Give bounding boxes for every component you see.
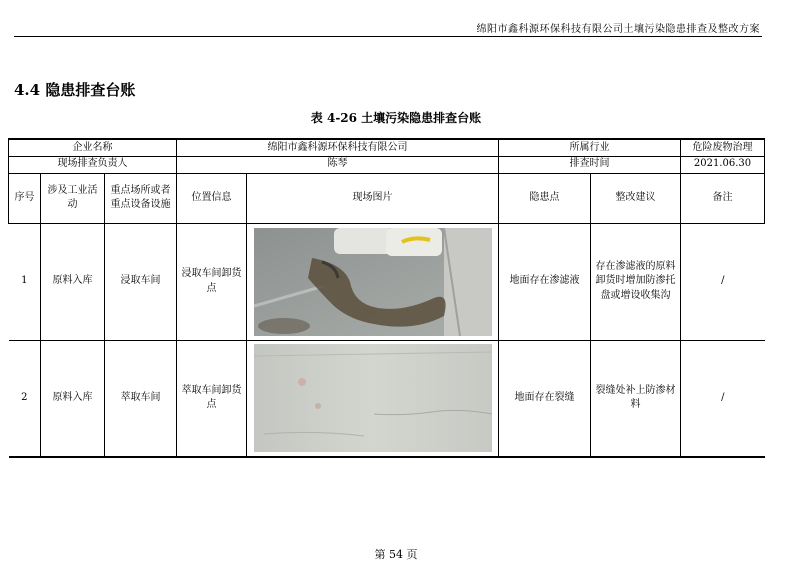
column-header-row xyxy=(9,173,765,223)
col-header-photo: 现场图片 xyxy=(247,173,499,223)
row-activity: 原料入库 xyxy=(41,223,105,340)
row-hazard: 地面存在渗滤液 xyxy=(499,223,591,340)
row-hazard: 地面存在裂缝 xyxy=(499,340,591,457)
row-suggestion: 存在渗滤液的原料卸货时增加防渗托盘或增设收集沟 xyxy=(591,223,681,340)
row-location: 萃取车间卸货点 xyxy=(177,340,247,457)
header-rule xyxy=(14,36,762,37)
row-seq: 1 xyxy=(9,223,41,340)
row-location: 浸取车间卸货点 xyxy=(177,223,247,340)
col-header-activity: 涉及工业活动 xyxy=(41,173,105,223)
col-header-remark: 备注 xyxy=(681,173,765,223)
row-seq: 2 xyxy=(9,340,41,457)
table-caption: 表 4-26 土壤污染隐患排查台账 xyxy=(310,111,482,125)
date-label: 排查时间 xyxy=(499,156,681,173)
table-row xyxy=(9,223,765,340)
col-header-seq: 序号 xyxy=(9,173,41,223)
inspector-label: 现场排查负责人 xyxy=(9,156,177,173)
table-row xyxy=(9,340,765,457)
company-row xyxy=(9,139,765,156)
date-value: 2021.06.30 xyxy=(681,156,765,173)
industry-label: 所属行业 xyxy=(499,139,681,156)
hazard-ledger-table xyxy=(8,138,765,458)
site-photo-crack xyxy=(254,344,492,452)
col-header-suggestion: 整改建议 xyxy=(591,173,681,223)
row-photo-cell xyxy=(247,223,499,340)
company-value: 绵阳市鑫科源环保科技有限公司 xyxy=(177,139,499,156)
row-activity: 原料入库 xyxy=(41,340,105,457)
company-label: 企业名称 xyxy=(9,139,177,156)
col-header-hazard: 隐患点 xyxy=(499,173,591,223)
industry-value: 危险废物治理 xyxy=(681,139,765,156)
col-header-facility: 重点场所或者重点设备设施 xyxy=(105,173,177,223)
site-photo-leachate xyxy=(254,228,492,336)
row-photo-cell xyxy=(247,340,499,457)
inspector-value: 陈琴 xyxy=(177,156,499,173)
row-facility: 萃取车间 xyxy=(105,340,177,457)
row-remark: / xyxy=(681,223,765,340)
running-header: 绵阳市鑫科源环保科技有限公司土壤污染隐患排查及整改方案 xyxy=(476,24,760,35)
row-facility: 浸取车间 xyxy=(105,223,177,340)
page-number: 第 54 页 xyxy=(374,548,418,561)
col-header-location: 位置信息 xyxy=(177,173,247,223)
section-heading: 4.4 隐患排查台账 xyxy=(14,81,136,99)
row-remark: / xyxy=(681,340,765,457)
row-suggestion: 裂缝处补上防渗材料 xyxy=(591,340,681,457)
inspector-row xyxy=(9,156,765,173)
